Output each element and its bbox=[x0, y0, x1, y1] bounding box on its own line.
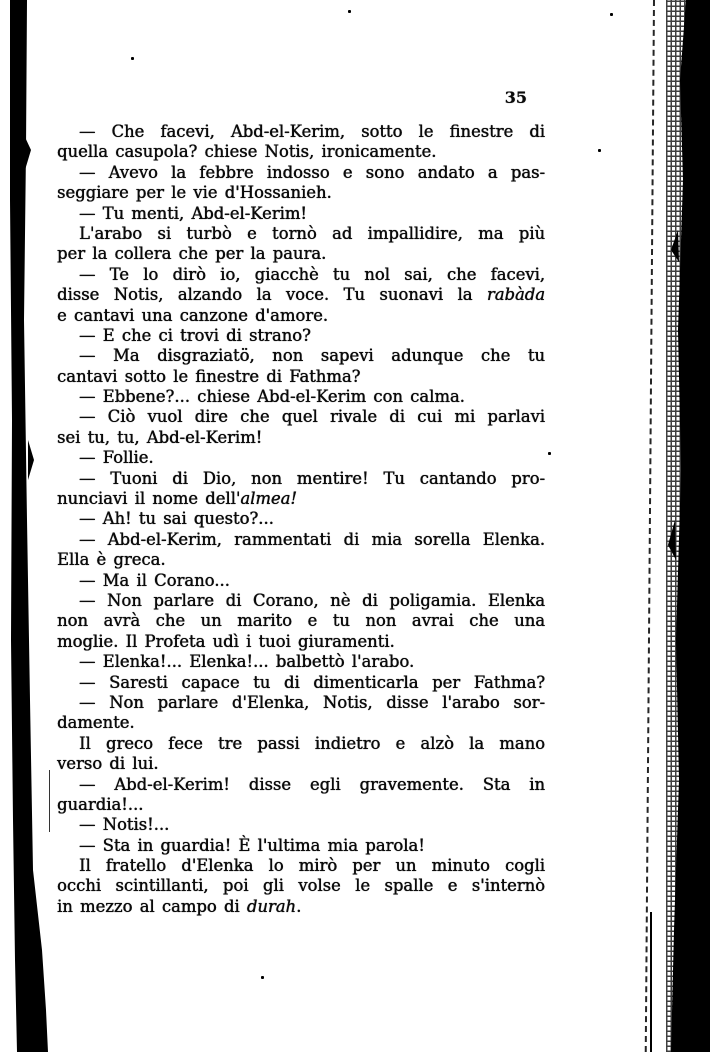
text-line: non avrà che un marito e tu non avrai che una bbox=[57, 611, 545, 631]
text-line: Il greco fece tre passi indietro e alzò la mano bbox=[79, 733, 545, 753]
text-line: cantavi sotto le finestre di Fathma? bbox=[57, 366, 361, 386]
page-number: 35 bbox=[504, 88, 527, 107]
text-line: — Non parlare di Corano, nè di poligamia. Elenka bbox=[79, 590, 545, 610]
text-line: quella casupola? chiese Notis, ironicamente. bbox=[57, 142, 437, 162]
left-binding-bar bbox=[10, 0, 48, 1052]
text-line: — Ma il Corano... bbox=[79, 570, 230, 590]
ink-speck bbox=[348, 10, 351, 13]
text-line: damente. bbox=[57, 713, 135, 733]
text-line: Il fratello d'Elenka lo mirò per un minuto cogli bbox=[79, 856, 545, 876]
text-line: sei tu, tu, Abd-el-Kerim! bbox=[57, 427, 263, 447]
text-line: in mezzo al campo di durah. bbox=[57, 896, 302, 916]
text-line: — Che facevi, Abd-el-Kerim, sotto le finestre di bbox=[79, 122, 545, 141]
text-line: nunciavi il nome dell'almea! bbox=[57, 489, 297, 509]
ink-speck bbox=[610, 13, 613, 16]
text-line: L'arabo si turbò e tornò ad impallidire, ma più bbox=[79, 223, 545, 243]
text-line: per la collera che per la paura. bbox=[57, 244, 327, 264]
left-hairline-mark bbox=[49, 770, 50, 832]
text-line: — Non parlare d'Elenka, Notis, disse l'arabo sor- bbox=[79, 692, 545, 712]
ink-speck bbox=[598, 149, 601, 152]
text-line: verso di lui. bbox=[57, 754, 159, 774]
text-line: — Ciò vuol dire che quel rivale di cui mi parlavi bbox=[79, 407, 545, 427]
text-line: — Ma disgraziatö, non sapevi adunque che tu bbox=[79, 346, 545, 366]
text-line: e cantavi una canzone d'amore. bbox=[57, 305, 328, 325]
scan-noise-dither bbox=[666, 0, 688, 1052]
text-line: — Tuoni di Dio, non mentire! Tu cantando pro- bbox=[79, 468, 545, 488]
text-block bbox=[57, 122, 545, 917]
text-line: Ella è greca. bbox=[57, 550, 166, 570]
text-line: seggiare per le vie d'Hossanieh. bbox=[57, 183, 332, 203]
text-line: moglie. Il Profeta udì i tuoi giuramenti. bbox=[57, 631, 395, 651]
text-line: — Sta in guardia! È l'ultima mia parola! bbox=[79, 835, 425, 855]
text-line: — Tu menti, Abd-el-Kerim! bbox=[79, 203, 307, 223]
text-line: — Abd-el-Kerim, rammentati di mia sorella Elenka. bbox=[79, 529, 545, 549]
text-line: — Abd-el-Kerim! disse egli gravemente. Sta in bbox=[79, 774, 545, 794]
page-edge-solid-line bbox=[650, 912, 652, 1052]
text-line: — Ah! tu sai questo?... bbox=[79, 509, 274, 529]
text-line: disse Notis, alzando la voce. Tu suonavi la rabàda bbox=[57, 285, 545, 305]
text-line: — Notis!... bbox=[79, 815, 170, 835]
ink-speck bbox=[131, 57, 134, 60]
ink-speck bbox=[261, 976, 264, 979]
text-line: — Saresti capace tu di dimenticarla per Fathma? bbox=[79, 672, 545, 692]
ink-speck bbox=[548, 452, 551, 455]
text-line: — Elenka!... Elenka!... balbettò l'arabo. bbox=[79, 652, 415, 672]
text-line: occhi scintillanti, poi gli volse le spalle e s'internò bbox=[57, 876, 545, 896]
text-line: guardia!... bbox=[57, 794, 144, 814]
text-line: — Avevo la febbre indosso e sono andato a pas- bbox=[79, 162, 545, 182]
text-line: — Ebbene?... chiese Abd-el-Kerim con calma. bbox=[79, 387, 465, 407]
text-line: — Te lo dirò io, giacchè tu nol sai, che facevi, bbox=[79, 264, 545, 284]
text-line: — Follie. bbox=[79, 448, 154, 468]
text-line: — E che ci trovi di strano? bbox=[79, 325, 311, 345]
